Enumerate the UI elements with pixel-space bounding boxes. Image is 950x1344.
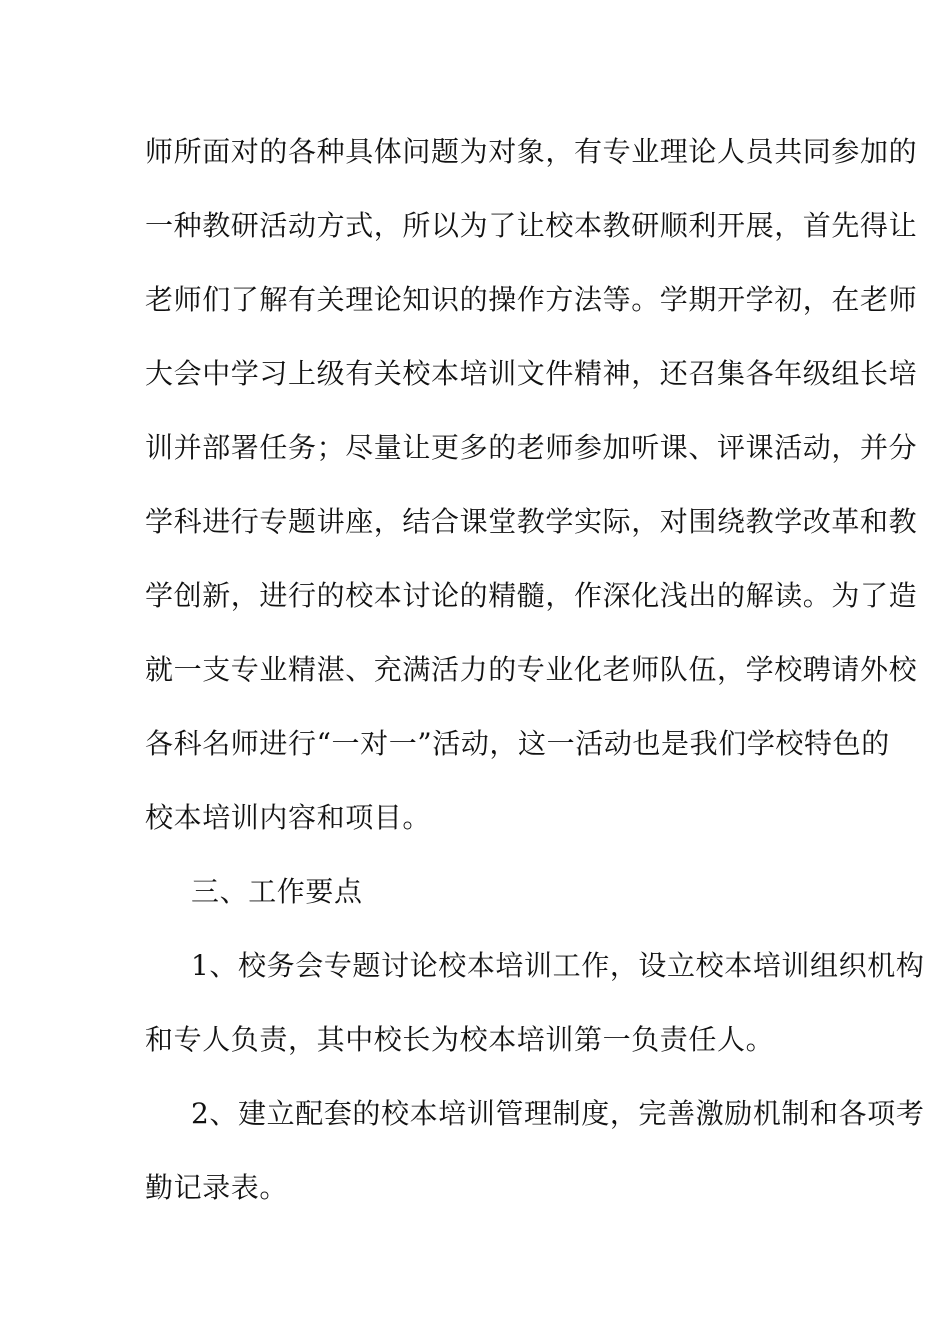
section-heading: 三、工作要点 (191, 875, 363, 908)
paragraph-line: 2、建立配套的校本培训管理制度，完善激励机制和各项考 (191, 1097, 925, 1130)
paragraph-line: 一种教研活动方式，所以为了让校本教研顺利开展，首先得让 (145, 209, 918, 242)
paragraph-line: 训并部署任务；尽量让更多的老师参加听课、评课活动，并分 (145, 431, 918, 464)
paragraph-line: 大会中学习上级有关校本培训文件精神，还召集各年级组长培 (145, 357, 918, 390)
paragraph-line: 就一支专业精湛、充满活力的专业化老师队伍，学校聘请外校 (145, 653, 918, 686)
paragraph-line: 和专人负责，其中校长为校本培训第一负责任人。 (145, 1023, 775, 1056)
paragraph-line: 师所面对的各种具体问题为对象，有专业理论人员共同参加的 (145, 135, 918, 168)
paragraph-line: 校本培训内容和项目。 (145, 801, 432, 834)
paragraph-line: 学创新，进行的校本讨论的精髓，作深化浅出的解读。为了造 (145, 579, 918, 612)
paragraph-line: 1、校务会专题讨论校本培训工作，设立校本培训组织机构 (191, 949, 925, 982)
paragraph-line: 勤记录表。 (145, 1171, 289, 1204)
paragraph-line: 老师们了解有关理论知识的操作方法等。学期开学初，在老师 (145, 283, 918, 316)
paragraph-line: 学科进行专题讲座，结合课堂教学实际，对围绕教学改革和教 (145, 505, 918, 538)
paragraph-line: 各科名师进行“一对一”活动，这一活动也是我们学校特色的 (145, 727, 890, 760)
